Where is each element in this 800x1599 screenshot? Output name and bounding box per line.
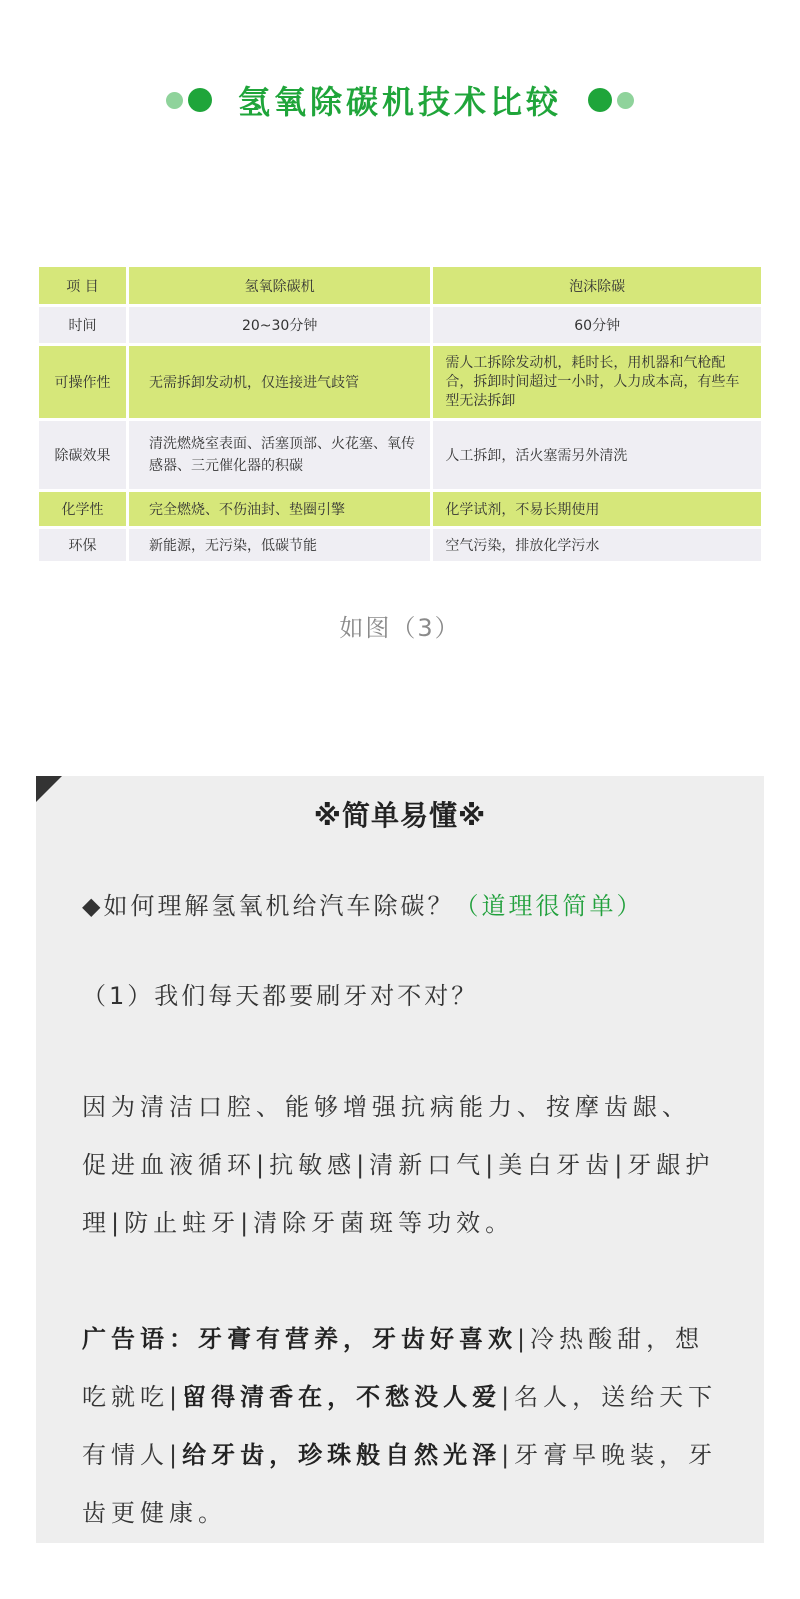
row-label: 化学性 <box>39 492 126 526</box>
ad-bold-text: 广告语：牙膏有营养，牙齿好喜欢 <box>82 1325 517 1353</box>
ad-text: |冷热酸甜，想吃就吃| <box>82 1325 705 1411</box>
table-cell: 需人工拆除发动机，耗时长，用机器和气枪配合，拆卸时间超过一小时，人力成本高，有些车型无法拆卸 <box>433 346 761 418</box>
table-header-row <box>39 267 761 304</box>
row-label: 可操作性 <box>39 346 126 418</box>
ad-bold-text: 给牙齿，珍珠般自然光泽 <box>182 1441 502 1469</box>
page-title: 氢氧除碳机技术比较 <box>237 83 562 121</box>
panel-title: ※简单易懂※ <box>313 799 487 832</box>
ad-bold-text: 留得清香在，不愁没人爱 <box>182 1383 502 1411</box>
header-cell: 项 目 <box>39 267 126 304</box>
table-cell: 化学试剂，不易长期使用 <box>433 492 761 526</box>
title-dots-left <box>166 88 212 112</box>
question-line <box>82 886 643 921</box>
table-cell: 完全燃烧、不伤油封、垫圈引擎 <box>129 492 430 526</box>
row-label: 除碳效果 <box>39 421 126 489</box>
table-cell: 20~30分钟 <box>129 307 430 343</box>
table-row <box>39 307 761 343</box>
row-label: 时间 <box>39 307 126 343</box>
table-row <box>39 529 761 561</box>
table-cell: 60分钟 <box>433 307 761 343</box>
table-row <box>39 346 761 418</box>
section-title <box>0 74 800 126</box>
table-cell: 无需拆卸发动机，仅连接进气歧管 <box>129 346 430 418</box>
table-cell: 清洗燃烧室表面、活塞顶部、火花塞、氧传感器、三元催化器的积碳 <box>129 421 430 489</box>
explanation-paragraph: 因为清洁口腔、能够增强抗病能力、按摩齿龈、促进血液循环|抗敏感|清新口气|美白牙齿|牙龈护理|防止蛀牙|清除牙菌斑等功效。 <box>82 1093 715 1237</box>
title-dots-right <box>588 88 634 112</box>
dot-decoration <box>188 88 212 112</box>
table-cell: 新能源，无污染，低碳节能 <box>129 529 430 561</box>
question-text: ◆如何理解氢氧机给汽车除碳？ <box>82 892 455 920</box>
table-row <box>39 492 761 526</box>
figure-caption: 如图（3） <box>339 614 461 642</box>
dot-decoration <box>588 88 612 112</box>
comparison-table <box>36 264 764 564</box>
ad-slogan-paragraph <box>82 1310 718 1542</box>
ad-text: |名人，送给天下有情人| <box>82 1383 718 1469</box>
header-cell: 泡沫除碳 <box>433 267 761 304</box>
table-row <box>39 421 761 489</box>
table-cell: 空气污染，排放化学污水 <box>433 529 761 561</box>
ad-text: |牙膏早晚装，牙齿更健康。 <box>82 1441 718 1527</box>
question-note: （道理很简单） <box>454 892 644 920</box>
table-cell: 人工拆卸，活火塞需另外清洗 <box>433 421 761 489</box>
explanation-panel <box>36 776 764 1543</box>
header-cell: 氢氧除碳机 <box>129 267 430 304</box>
dot-decoration <box>166 92 183 109</box>
sub-question: （1）我们每天都要刷牙对不对？ <box>82 982 479 1010</box>
row-label: 环保 <box>39 529 126 561</box>
dot-decoration <box>617 92 634 109</box>
